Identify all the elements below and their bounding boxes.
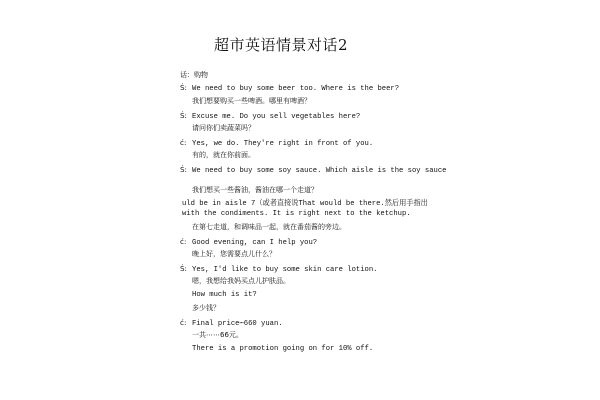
line-text: Excuse me. Do you sell vegetables here? [192, 113, 361, 121]
dialogue-line [192, 250, 276, 259]
line-text: We need to buy some beer too. Where is the beer? [192, 85, 400, 93]
dialogue-line [180, 165, 446, 176]
line-text: Yes, I'd like to buy some skin care lotion. [192, 266, 378, 274]
dialogue-line [192, 277, 290, 286]
dialogue-line [180, 318, 283, 329]
speaker-marker: Ś: [180, 165, 187, 174]
dialogue-line [192, 223, 346, 232]
speaker-marker: ć: [180, 318, 187, 327]
dialogue-line [182, 200, 428, 209]
line-text: 多少钱？ [192, 304, 220, 312]
line-text: Final price⋯660 yuan. [192, 320, 283, 328]
line-text: Good evening, can I help you? [192, 239, 318, 247]
line-text: with the condiments. It is right next to the ketchup. [182, 210, 411, 218]
dialogue-line [192, 304, 220, 313]
line-text: 在第七走道，和调味品一起，就在番茄酱的旁边。 [192, 223, 346, 231]
line-text: 晚上好，您需要点儿什么？ [192, 250, 276, 258]
speaker-marker: Ś: [180, 83, 187, 92]
dialogue-line [180, 111, 360, 122]
dialogue-line [180, 83, 399, 94]
line-text: Yes, we do. They're right in front of you. [192, 140, 374, 148]
line-text: How much is it? [192, 291, 257, 299]
speaker-marker: ć: [180, 138, 187, 147]
dialogue-line [180, 237, 317, 248]
line-text: uld be in aisle 7（或者直接说That would be there.然后用手指出 [182, 200, 428, 208]
document-title: 超市英语情景对话2 [214, 36, 349, 54]
line-text: 我们想要购买一些啤酒。哪里有啤酒？ [192, 97, 311, 105]
line-text: 请问你们卖蔬菜吗？ [192, 124, 255, 132]
dialogue-line [192, 291, 257, 300]
dialogue-line [192, 97, 311, 106]
dialogue-line [180, 138, 373, 149]
section-label: 话：购物 [180, 71, 208, 79]
line-text: 一共⋯⋯66元。 [192, 331, 243, 339]
dialogue-line [192, 151, 255, 160]
line-text: 我们想买一些酱油，酱油在哪一个走道？ [192, 186, 318, 194]
line-text: We need to buy some soy sauce. Which aisle is the soy sauce [192, 167, 447, 175]
line-text: 嗯，我想给我妈买点儿护肤品。 [192, 277, 290, 285]
dialogue-line [192, 345, 373, 354]
dialogue-line [192, 331, 243, 340]
line-text: 有的，就在你前面。 [192, 151, 255, 159]
speaker-marker: ć: [180, 237, 187, 246]
dialogue-line [192, 186, 318, 195]
speaker-marker: Ś: [180, 264, 187, 273]
line-text: There is a promotion going on for 10% off. [192, 345, 374, 353]
dialogue-line [180, 264, 377, 275]
speaker-marker: Ś: [180, 111, 187, 120]
dialogue-line [182, 210, 411, 219]
dialogue-line [192, 124, 255, 133]
